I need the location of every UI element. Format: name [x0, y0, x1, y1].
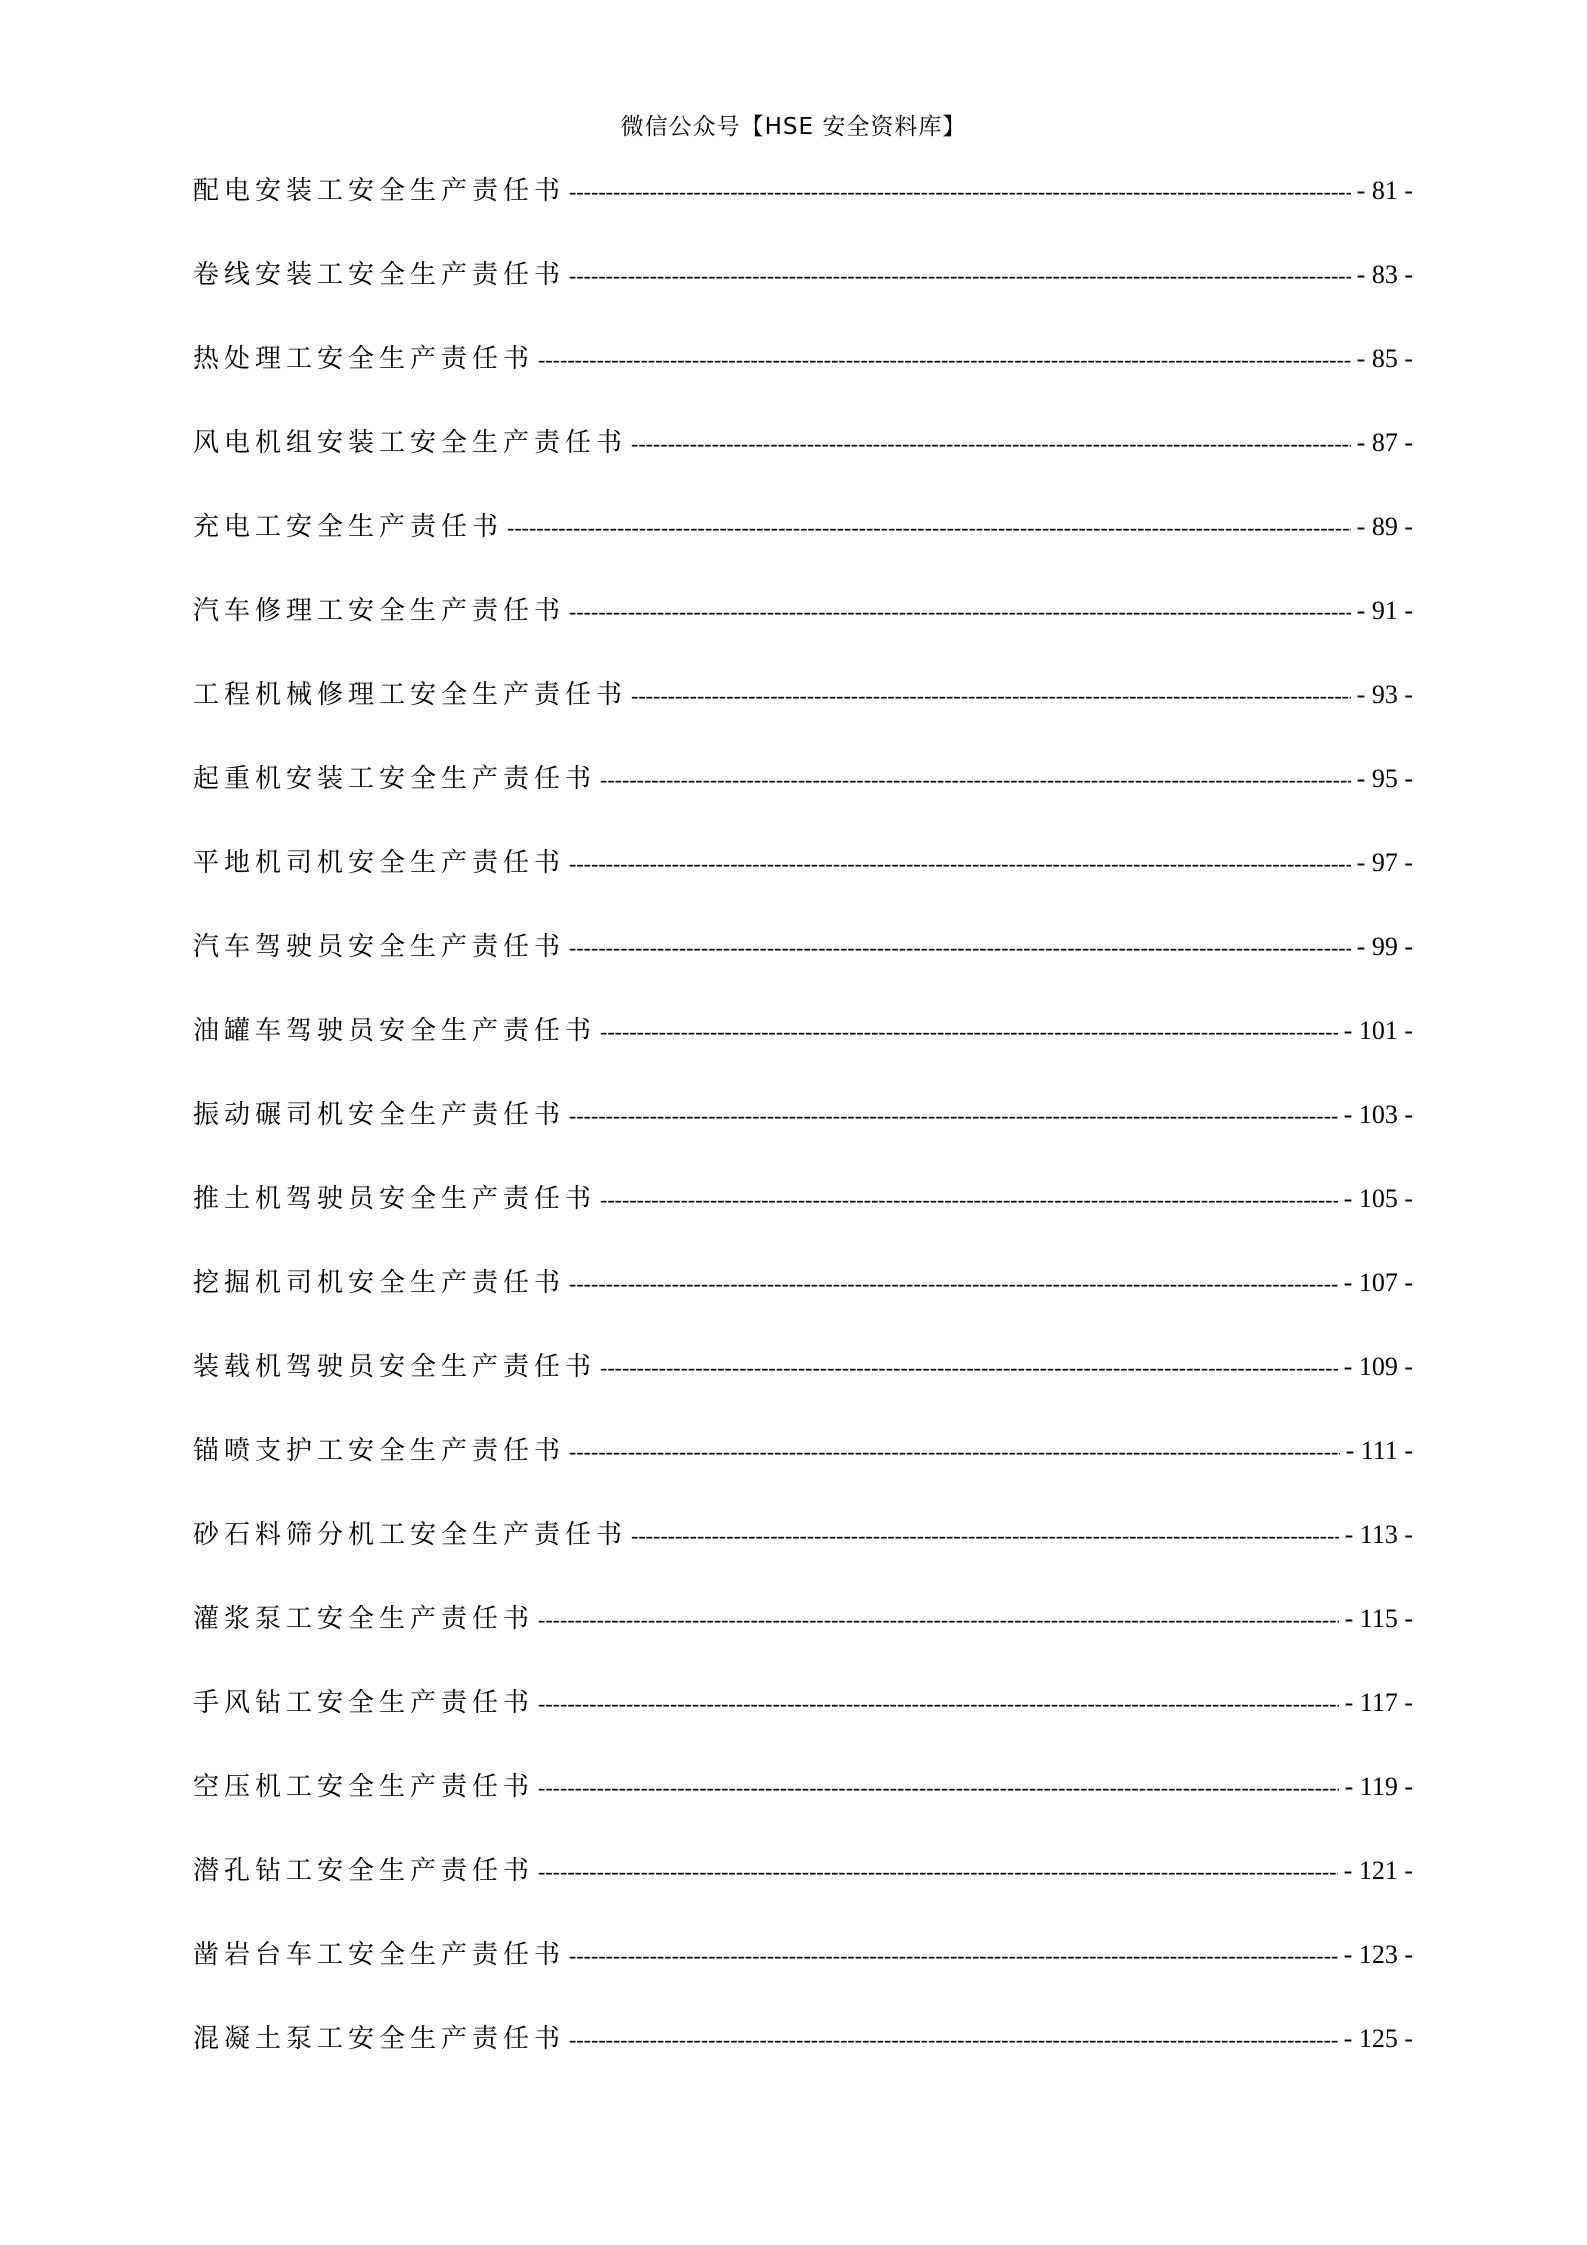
- dot-leader: [538, 1771, 1339, 1805]
- toc-entry-page-number: - 103 -: [1343, 1100, 1413, 1129]
- toc-entry-page-number: - 111 -: [1345, 1436, 1413, 1465]
- table-of-contents: [193, 174, 1413, 2106]
- toc-entry-page-number: - 81 -: [1356, 176, 1413, 205]
- dot-leader: [538, 1603, 1339, 1637]
- toc-entry-title: 油罐车驾驶员安全生产责任书: [193, 1016, 597, 1046]
- toc-entry-page-number: - 119 -: [1344, 1772, 1413, 1801]
- toc-entry-title: 推土机驾驶员安全生产责任书: [193, 1184, 597, 1214]
- toc-entry-page-number: - 113 -: [1344, 1520, 1413, 1549]
- toc-entry[interactable]: [193, 1602, 1413, 1686]
- toc-entry-page-number: - 123 -: [1343, 1940, 1413, 1969]
- dot-leader: [507, 511, 1351, 545]
- toc-entry-page-number: - 91 -: [1356, 596, 1413, 625]
- toc-entry-title: 锚喷支护工安全生产责任书: [193, 1436, 566, 1466]
- toc-entry-page-number: - 121 -: [1343, 1856, 1413, 1885]
- toc-entry[interactable]: [193, 1350, 1413, 1434]
- dot-leader: [569, 1267, 1338, 1301]
- toc-entry-page-number: - 101 -: [1343, 1016, 1413, 1045]
- toc-entry[interactable]: [193, 762, 1413, 846]
- dot-leader: [569, 931, 1351, 965]
- toc-entry[interactable]: [193, 426, 1413, 510]
- dot-leader: [600, 1015, 1338, 1049]
- toc-entry[interactable]: [193, 1854, 1413, 1938]
- toc-entry-title: 凿岩台车工安全生产责任书: [193, 1940, 566, 1970]
- toc-entry[interactable]: [193, 1770, 1413, 1854]
- toc-entry[interactable]: [193, 510, 1413, 594]
- toc-entry[interactable]: [193, 930, 1413, 1014]
- toc-entry[interactable]: [193, 1434, 1413, 1518]
- toc-entry-page-number: - 117 -: [1344, 1688, 1413, 1717]
- toc-entry-title: 工程机械修理工安全生产责任书: [193, 680, 628, 710]
- toc-entry-page-number: - 115 -: [1344, 1604, 1413, 1633]
- toc-entry[interactable]: [193, 1938, 1413, 2022]
- toc-entry[interactable]: [193, 1098, 1413, 1182]
- toc-entry[interactable]: [193, 2022, 1413, 2106]
- dot-leader: [538, 343, 1351, 377]
- toc-entry-page-number: - 95 -: [1356, 764, 1413, 793]
- toc-entry-title: 潜孔钻工安全生产责任书: [193, 1856, 535, 1886]
- toc-entry-page-number: - 93 -: [1356, 680, 1413, 709]
- toc-entry-title: 振动碾司机安全生产责任书: [193, 1100, 566, 1130]
- toc-entry[interactable]: [193, 1518, 1413, 1602]
- toc-entry-title: 起重机安装工安全生产责任书: [193, 764, 597, 794]
- toc-entry[interactable]: [193, 1266, 1413, 1350]
- toc-entry[interactable]: [193, 678, 1413, 762]
- toc-entry-title: 汽车修理工安全生产责任书: [193, 596, 566, 626]
- toc-entry-title: 装载机驾驶员安全生产责任书: [193, 1352, 597, 1382]
- dot-leader: [569, 1939, 1338, 1973]
- dot-leader: [600, 1351, 1338, 1385]
- dot-leader: [569, 2023, 1338, 2057]
- toc-entry-title: 配电安装工安全生产责任书: [193, 176, 566, 206]
- toc-entry[interactable]: [193, 594, 1413, 678]
- toc-entry[interactable]: [193, 846, 1413, 930]
- dot-leader: [631, 427, 1351, 461]
- dot-leader: [631, 1519, 1339, 1553]
- dot-leader: [631, 679, 1351, 713]
- dot-leader: [569, 1435, 1340, 1469]
- dot-leader: [538, 1855, 1338, 1889]
- toc-entry-page-number: - 85 -: [1356, 344, 1413, 373]
- toc-entry-title: 充电工安全生产责任书: [193, 512, 504, 542]
- toc-entry-title: 平地机司机安全生产责任书: [193, 848, 566, 878]
- dot-leader: [569, 847, 1351, 881]
- dot-leader: [538, 1687, 1339, 1721]
- dot-leader: [569, 595, 1351, 629]
- dot-leader: [600, 763, 1351, 797]
- toc-entry-page-number: - 99 -: [1356, 932, 1413, 961]
- toc-entry-page-number: - 87 -: [1356, 428, 1413, 457]
- dot-leader: [569, 175, 1351, 209]
- dot-leader: [569, 1099, 1338, 1133]
- toc-entry-title: 风电机组安装工安全生产责任书: [193, 428, 628, 458]
- toc-entry[interactable]: [193, 1686, 1413, 1770]
- toc-entry-title: 灌浆泵工安全生产责任书: [193, 1604, 535, 1634]
- toc-entry[interactable]: [193, 342, 1413, 426]
- toc-entry[interactable]: [193, 1182, 1413, 1266]
- toc-entry-title: 混凝土泵工安全生产责任书: [193, 2024, 566, 2054]
- toc-entry-title: 手风钻工安全生产责任书: [193, 1688, 535, 1718]
- toc-entry-page-number: - 109 -: [1343, 1352, 1413, 1381]
- page-header: 微信公众号【HSE 安全资料库】: [620, 114, 967, 140]
- toc-entry[interactable]: [193, 1014, 1413, 1098]
- toc-entry-title: 热处理工安全生产责任书: [193, 344, 535, 374]
- toc-entry-page-number: - 125 -: [1343, 2024, 1413, 2053]
- toc-entry-page-number: - 105 -: [1343, 1184, 1413, 1213]
- toc-entry-page-number: - 107 -: [1343, 1268, 1413, 1297]
- toc-entry-page-number: - 97 -: [1356, 848, 1413, 877]
- dot-leader: [569, 259, 1351, 293]
- toc-entry[interactable]: [193, 174, 1413, 258]
- toc-entry-page-number: - 89 -: [1356, 512, 1413, 541]
- toc-entry[interactable]: [193, 258, 1413, 342]
- toc-entry-title: 挖掘机司机安全生产责任书: [193, 1268, 566, 1298]
- toc-entry-title: 汽车驾驶员安全生产责任书: [193, 932, 566, 962]
- dot-leader: [600, 1183, 1338, 1217]
- toc-entry-title: 卷线安装工安全生产责任书: [193, 260, 566, 290]
- toc-entry-page-number: - 83 -: [1356, 260, 1413, 289]
- toc-entry-title: 砂石料筛分机工安全生产责任书: [193, 1520, 628, 1550]
- toc-entry-title: 空压机工安全生产责任书: [193, 1772, 535, 1802]
